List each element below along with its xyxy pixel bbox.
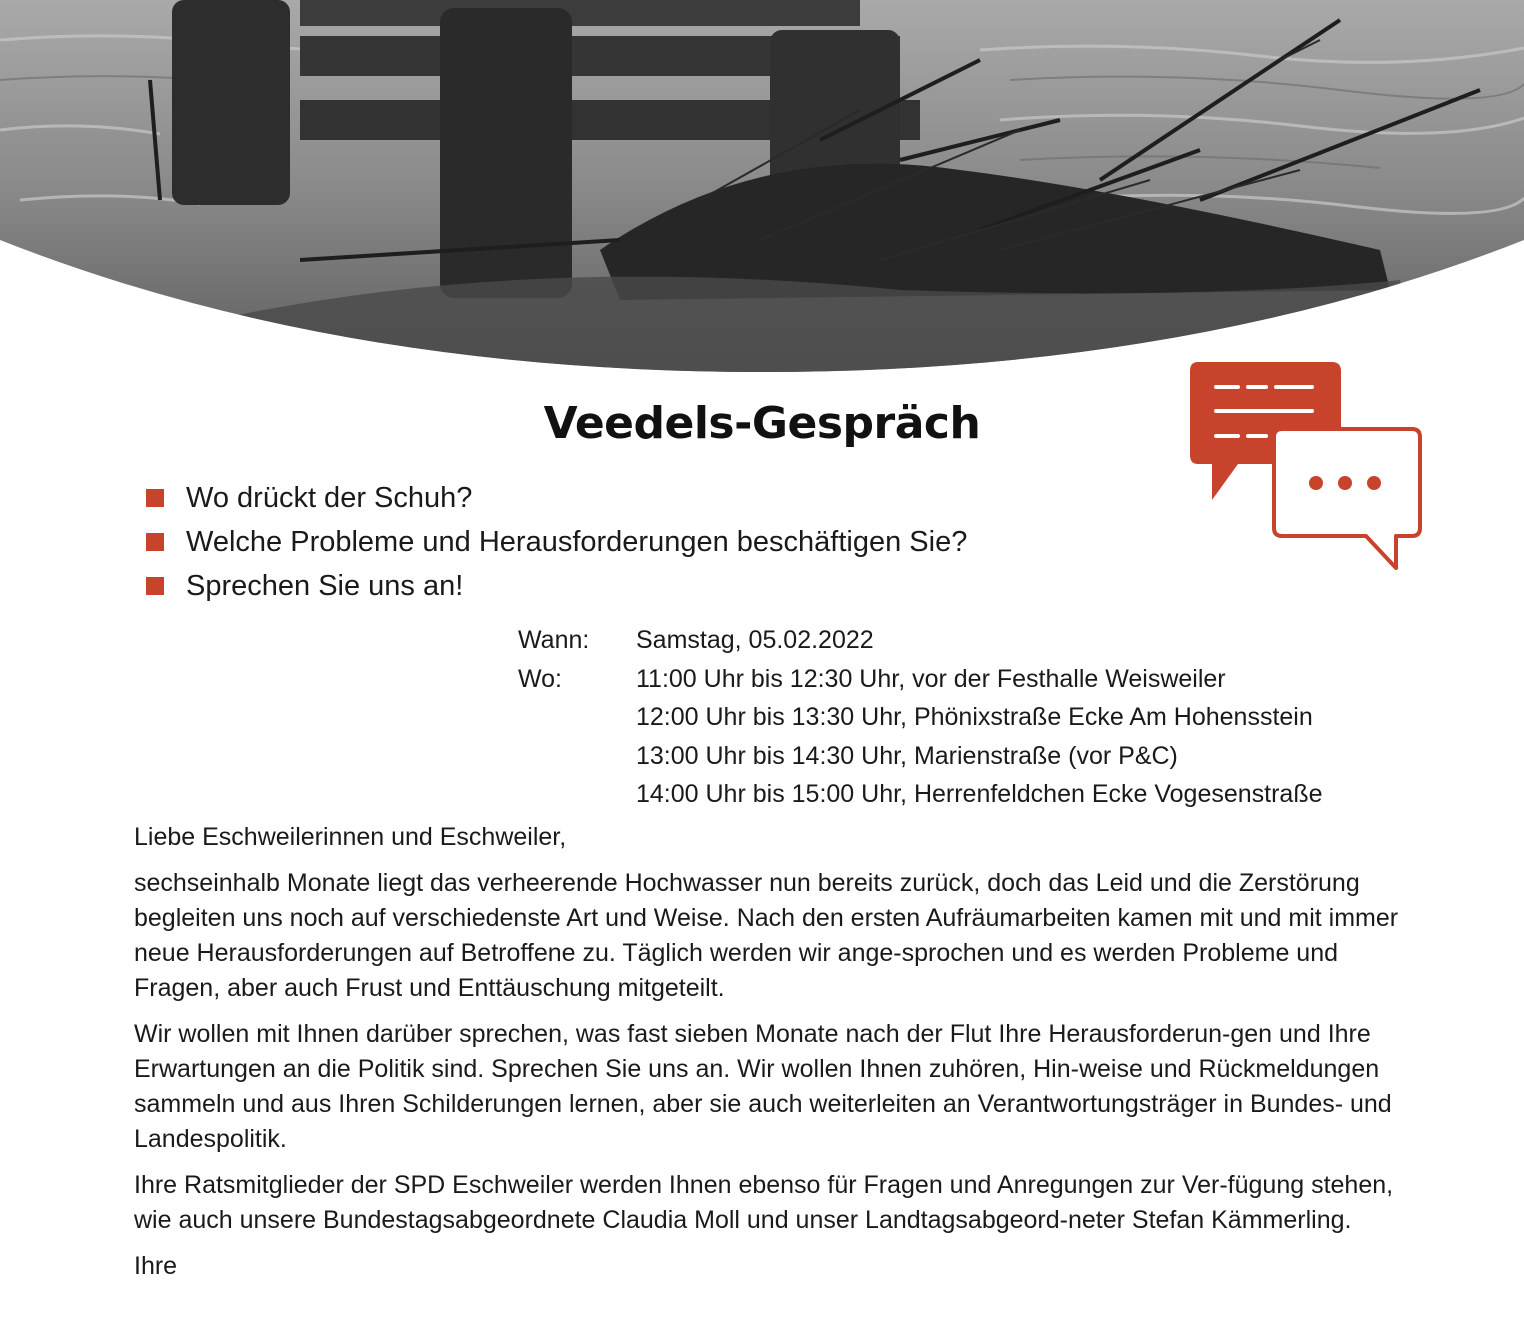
letter-paragraph: Wir wollen mit Ihnen darüber sprechen, was fast sieben Monate nach der Flut Ihre Herausforderun-gen und Ihre Erwartungen an die Politik sind. Sprechen Sie uns an. Wir wollen Ihnen zuhören, Hin-weise und Rückmeldungen sammeln und aus Ihren Schilderungen lernen, aber sie auch weiterleiten an Verantwortungsträger in Bundes- und Landespolitik. [134,1020,1392,1153]
letter-closing: Ihre [134,1252,178,1280]
location-item: 11:00 Uhr bis 12:30 Uhr, vor der Festhalle Weisweiler [636,664,1226,693]
square-bullet-icon [146,577,164,595]
when-row [518,621,1323,660]
event-schedule [518,621,1323,814]
chat-bubbles-icon [1186,358,1432,573]
location-item: 12:00 Uhr bis 13:30 Uhr, Phönixstraße Ecke Am Hohensstein [636,703,1313,731]
square-bullet-icon [146,489,164,507]
hero-photo [0,0,1524,372]
letter-paragraph: Ihre Ratsmitglieder der SPD Eschweiler werden Ihnen ebenso für Fragen und Anregungen zur Ver-fügung stehen, wie auch unsere Bundestagsabgeordnete Claudia Moll und unser Landtagsabgeord-neter Stefan Kämmerling. [134,1171,1394,1234]
location-item: 14:00 Uhr bis 15:00 Uhr, Herrenfeldchen Ecke Vogesenstraße [636,780,1323,808]
where-label: Wo: [518,664,562,693]
letter-paragraph: sechseinhalb Monate liegt das verheerende Hochwasser nun bereits zurück, doch das Leid und die Zerstörung begleiten uns noch auf verschiedenste Art und Weise. Nach den ersten Aufräumarbeiten kamen mit und mit immer neue Herausforderungen auf Betroffene zu. Täglich werden wir ange-sprochen und es werden Probleme und Fragen, aber auch Frust und Enttäuschung mitgeteilt. [134,869,1399,1002]
question-item: Wo drückt der Schuh? [146,476,967,520]
location-item: 13:00 Uhr bis 14:30 Uhr, Marienstraße (vor P&C) [636,741,1178,770]
square-bullet-icon [146,533,164,551]
question-item: Sprechen Sie uns an! [146,564,967,608]
event-date: Samstag, 05.02.2022 [636,626,874,654]
page-title: Veedels-Gespräch [543,398,981,449]
when-label: Wann: [518,626,590,654]
location-list [636,660,1323,814]
where-row [518,660,1323,814]
salutation: Liebe Eschweilerinnen und Eschweiler, [134,823,567,851]
question-list [146,476,967,608]
question-item: Welche Probleme und Herausforderungen beschäftigen Sie? [146,520,967,564]
letter-body [134,820,1404,1295]
